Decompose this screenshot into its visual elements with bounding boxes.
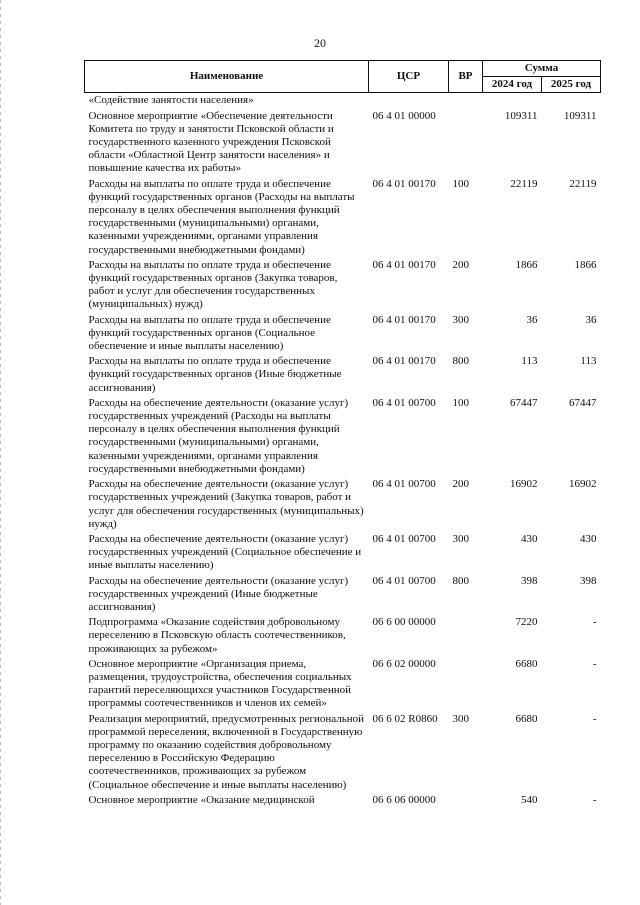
table-row bbox=[85, 396, 601, 477]
budget-table-container bbox=[84, 60, 600, 808]
table-row bbox=[85, 177, 601, 258]
row-csr: 06 6 06 00000 bbox=[372, 793, 436, 806]
table-row bbox=[85, 793, 601, 808]
row-name: Основное мероприятие «Оказание медицинской bbox=[88, 793, 315, 806]
row-csr bbox=[369, 93, 449, 109]
row-sum-2024: 6680 bbox=[515, 712, 538, 725]
row-sum-2025: 113 bbox=[580, 355, 597, 368]
row-name: Основное мероприятие «Организация приема, размещения, трудоустройства, обеспечения социальных гарантий переселяющихся участников Государственной программы соотечественников и членов их семей» bbox=[88, 657, 352, 710]
table-row bbox=[85, 93, 601, 109]
table-row bbox=[85, 712, 601, 793]
table-row bbox=[85, 532, 601, 574]
row-sum-2024: 7220 bbox=[515, 616, 538, 629]
row-sum-2024: 109311 bbox=[504, 109, 538, 122]
row-vr: 300 bbox=[452, 712, 469, 725]
row-sum-2025: - bbox=[592, 793, 597, 806]
row-sum-2024: 22119 bbox=[510, 177, 538, 190]
row-name: Расходы на обеспечение деятельности (оказание услуг) государственных учреждений (Закупка товаров, работ и услуг для обеспечения государственных (муниципальных) нужд) bbox=[88, 478, 364, 530]
header-sum: Сумма bbox=[483, 61, 601, 77]
table-row bbox=[85, 574, 601, 616]
row-sum-2024: 67447 bbox=[510, 396, 538, 409]
page-number: 20 bbox=[314, 36, 326, 50]
row-name: Реализация мероприятий, предусмотренных региональной программой переселения, включенной в Государственную программу по оказанию содействия добровольному переселению в Российскую Федерацию соотечественников, проживающих за рубежом (Социальное обеспечение и иные выплаты населению) bbox=[88, 712, 364, 791]
table-row bbox=[85, 477, 601, 532]
header-year-2024: 2024 год bbox=[483, 77, 542, 93]
header-vr: ВР bbox=[449, 61, 483, 93]
table-row bbox=[85, 657, 601, 712]
table-row bbox=[85, 615, 601, 657]
table-body bbox=[85, 93, 601, 808]
row-sum-2024: 36 bbox=[526, 313, 538, 326]
row-sum-2025: - bbox=[592, 712, 597, 725]
row-sum-2025 bbox=[542, 93, 601, 109]
header-name: Наименование bbox=[85, 61, 369, 93]
row-name: Расходы на обеспечение деятельности (оказание услуг) государственных учреждений (Социальное обеспечение и иные выплаты населению) bbox=[88, 532, 362, 572]
row-sum-2025: 1866 bbox=[574, 258, 597, 271]
row-csr: 06 4 01 00700 bbox=[372, 478, 436, 491]
row-sum-2025: 22119 bbox=[569, 177, 597, 190]
row-sum-2025: 67447 bbox=[569, 396, 597, 409]
table-row bbox=[85, 109, 601, 177]
table-row bbox=[85, 354, 601, 396]
row-vr: 800 bbox=[452, 574, 469, 587]
row-sum-2025: 398 bbox=[580, 574, 597, 587]
row-name: Расходы на выплаты по оплате труда и обеспечение функций государственных органов (Иные бюджетные ассигнования) bbox=[88, 355, 342, 394]
row-sum-2025: - bbox=[592, 657, 597, 670]
row-csr: 06 4 01 00700 bbox=[372, 532, 436, 545]
row-vr bbox=[449, 615, 483, 657]
row-vr bbox=[449, 109, 483, 177]
row-sum-2024: 1866 bbox=[515, 258, 538, 271]
header-csr: ЦСР bbox=[369, 61, 449, 93]
budget-table bbox=[84, 60, 601, 808]
table-header bbox=[85, 61, 601, 93]
row-name: «Содействие занятости населения» bbox=[88, 94, 254, 107]
row-sum-2024: 540 bbox=[521, 793, 538, 806]
row-csr: 06 6 00 00000 bbox=[372, 616, 436, 629]
row-sum-2025: 109311 bbox=[563, 109, 597, 122]
row-vr: 200 bbox=[452, 258, 469, 271]
row-vr: 300 bbox=[452, 532, 469, 545]
scan-edge bbox=[0, 0, 1, 905]
row-vr: 100 bbox=[452, 177, 469, 190]
row-vr: 100 bbox=[452, 396, 469, 409]
row-csr: 06 4 01 00170 bbox=[372, 177, 436, 190]
row-vr: 200 bbox=[452, 478, 469, 491]
table-row bbox=[85, 313, 601, 355]
row-vr bbox=[449, 93, 483, 109]
row-vr: 300 bbox=[452, 313, 469, 326]
row-sum-2025: 16902 bbox=[569, 478, 597, 491]
row-name: Основное мероприятие «Обеспечение деятельности Комитета по труду и занятости Псковской области и государственного казенного учреждения Псковской области «Областной Центр занятости населения» и повышение качества их работы» bbox=[88, 109, 334, 175]
row-sum-2024: 398 bbox=[521, 574, 538, 587]
row-sum-2024 bbox=[483, 93, 542, 109]
row-vr: 800 bbox=[452, 355, 469, 368]
row-csr: 06 4 01 00700 bbox=[372, 574, 436, 587]
row-name: Расходы на выплаты по оплате труда и обеспечение функций государственных органов (Расходы на выплаты персоналу в целях обеспечения выполнения функций государственными (муниципальными) органами, казенными учреждениями, органами управления государственными внебюджетными фондами) bbox=[88, 177, 355, 256]
row-sum-2024: 16902 bbox=[510, 478, 538, 491]
row-csr: 06 4 01 00170 bbox=[372, 355, 436, 368]
row-csr: 06 4 01 00170 bbox=[372, 313, 436, 326]
row-csr: 06 6 02 R0860 bbox=[372, 712, 438, 725]
row-sum-2024: 113 bbox=[521, 355, 538, 368]
row-sum-2025: 36 bbox=[585, 313, 597, 326]
row-sum-2024: 430 bbox=[521, 532, 538, 545]
row-vr bbox=[449, 793, 483, 808]
row-csr: 06 4 01 00170 bbox=[372, 258, 436, 271]
table-row bbox=[85, 258, 601, 313]
row-name: Расходы на выплаты по оплате труда и обеспечение функций государственных органов (Социальное обеспечение и иные выплаты населению) bbox=[88, 313, 331, 353]
row-vr bbox=[449, 657, 483, 712]
row-name: Подпрограмма «Оказание содействия добровольному переселению в Псковскую область соотечественников, проживающих за рубежом» bbox=[88, 616, 346, 655]
row-name: Расходы на выплаты по оплате труда и обеспечение функций государственных органов (Закупка товаров, работ и услуг для обеспечения государственных (муниципальных) нужд) bbox=[88, 258, 338, 311]
row-sum-2025: - bbox=[592, 616, 597, 629]
row-csr: 06 6 02 00000 bbox=[372, 657, 436, 670]
row-csr: 06 4 01 00000 bbox=[372, 109, 436, 122]
row-sum-2024: 6680 bbox=[515, 657, 538, 670]
row-csr: 06 4 01 00700 bbox=[372, 396, 436, 409]
row-name: Расходы на обеспечение деятельности (оказание услуг) государственных учреждений (Расходы на выплаты персоналу в целях обеспечения выполнения функций государственными (муниципальными) органами, казенными учреждениями, органами управления государственными внебюджетными фондами) bbox=[88, 396, 349, 475]
header-year-2025: 2025 год bbox=[542, 77, 601, 93]
row-sum-2025: 430 bbox=[580, 532, 597, 545]
row-name: Расходы на обеспечение деятельности (оказание услуг) государственных учреждений (Иные бюджетные ассигнования) bbox=[88, 574, 349, 613]
